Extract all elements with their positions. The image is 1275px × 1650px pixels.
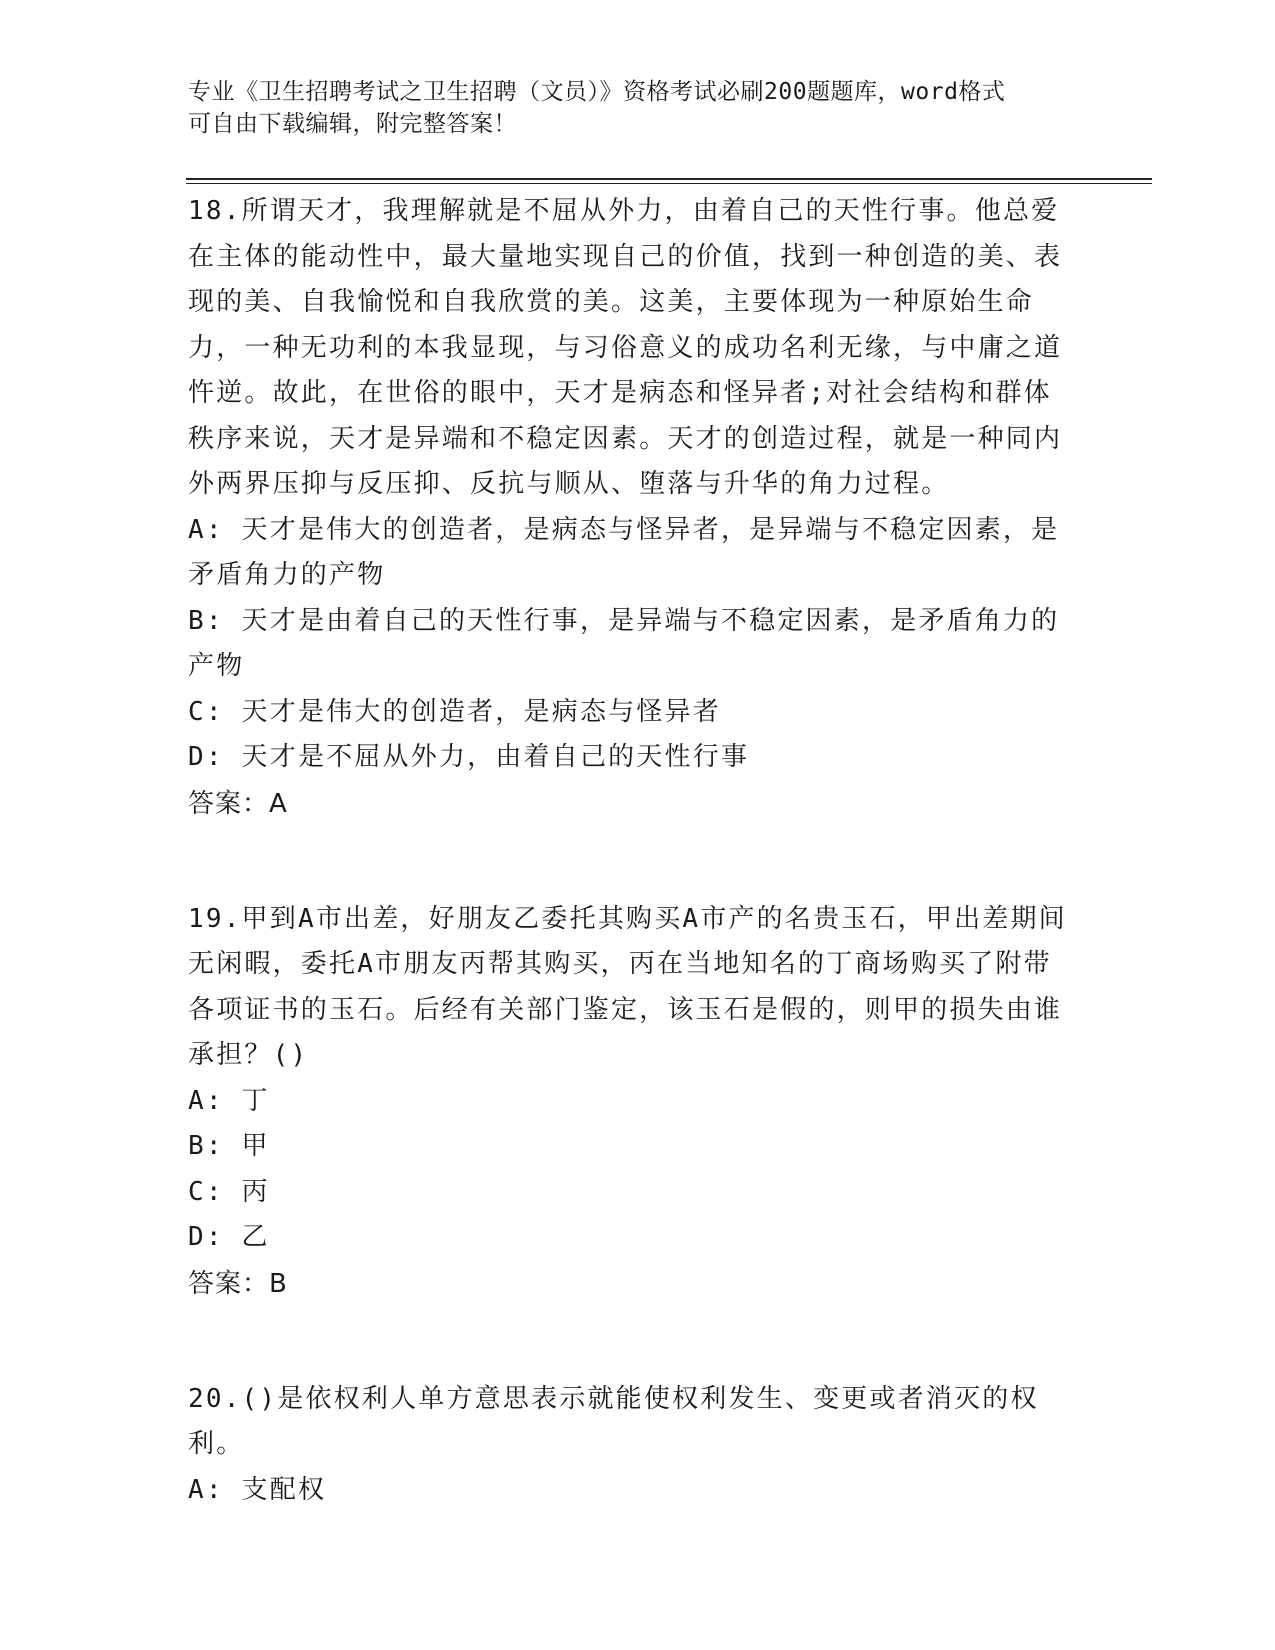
question-list — [188, 189, 1073, 1513]
document-header — [188, 76, 1088, 140]
header-divider-thick — [186, 178, 1152, 180]
answer-line: 答案：A — [188, 788, 288, 819]
option-b: B: 甲 — [188, 1131, 270, 1161]
option-c: C: 丙 — [188, 1176, 270, 1207]
question-stem: 19.甲到A市出差，好朋友乙委托其购买A市产的名贵玉石，甲出差期间无闲暇，委托A市朋友丙帮其购买，丙在当地知名的丁商场购买了附带各项证书的玉石。后经有关部门鉴定，该玉石是假的，则甲的损失由谁承担？() — [188, 903, 1067, 1070]
option-d: D: 乙 — [188, 1222, 270, 1252]
question-stem: 18.所谓天才，我理解就是不屈从外力，由着自己的天性行事。他总爱在主体的能动性中，最大量地实现自己的价值，找到一种创造的美、表现的美、自我愉悦和自我欣赏的美。这美，主要体现为一种原始生命力，一种无功利的本我显现，与习俗意义的成功名利无缘，与中庸之道忤逆。故此，在世俗的眼中，天才是病态和怪异者;对社会结构和群体秩序来说，天才是异端和不稳定因素。天才的创造过程，就是一种同内外两界压抑与反压抑、反抗与顺从、堕落与升华的角力过程。 — [188, 196, 1063, 499]
option-c: C: 天才是伟大的创造者，是病态与怪异者 — [188, 696, 721, 727]
option-a: A: 丁 — [188, 1085, 270, 1116]
header-line-1: 专业《卫生招聘考试之卫生招聘（文员）》资格考试必刷200题题库，word格式 — [188, 79, 1006, 105]
header-line-2: 可自由下载编辑，附完整答案！ — [188, 111, 517, 137]
question-spacer — [188, 1307, 1073, 1377]
question-20 — [188, 1377, 1073, 1514]
option-b: B: 天才是由着自己的天性行事，是异端与不稳定因素，是矛盾角力的产物 — [188, 605, 1060, 681]
question-spacer — [188, 827, 1073, 897]
question-19 — [188, 897, 1073, 1307]
question-18 — [188, 189, 1073, 827]
option-a: A: 支配权 — [188, 1474, 327, 1505]
answer-line: 答案：B — [188, 1268, 288, 1299]
question-stem: 20.()是依权利人单方意思表示就能使权利发生、变更或者消灭的权利。 — [188, 1383, 1039, 1459]
option-a: A: 天才是伟大的创造者，是病态与怪异者，是异端与不稳定因素，是矛盾角力的产物 — [188, 514, 1060, 590]
option-d: D: 天才是不屈从外力，由着自己的天性行事 — [188, 742, 750, 772]
header-divider-thin — [186, 183, 1152, 184]
